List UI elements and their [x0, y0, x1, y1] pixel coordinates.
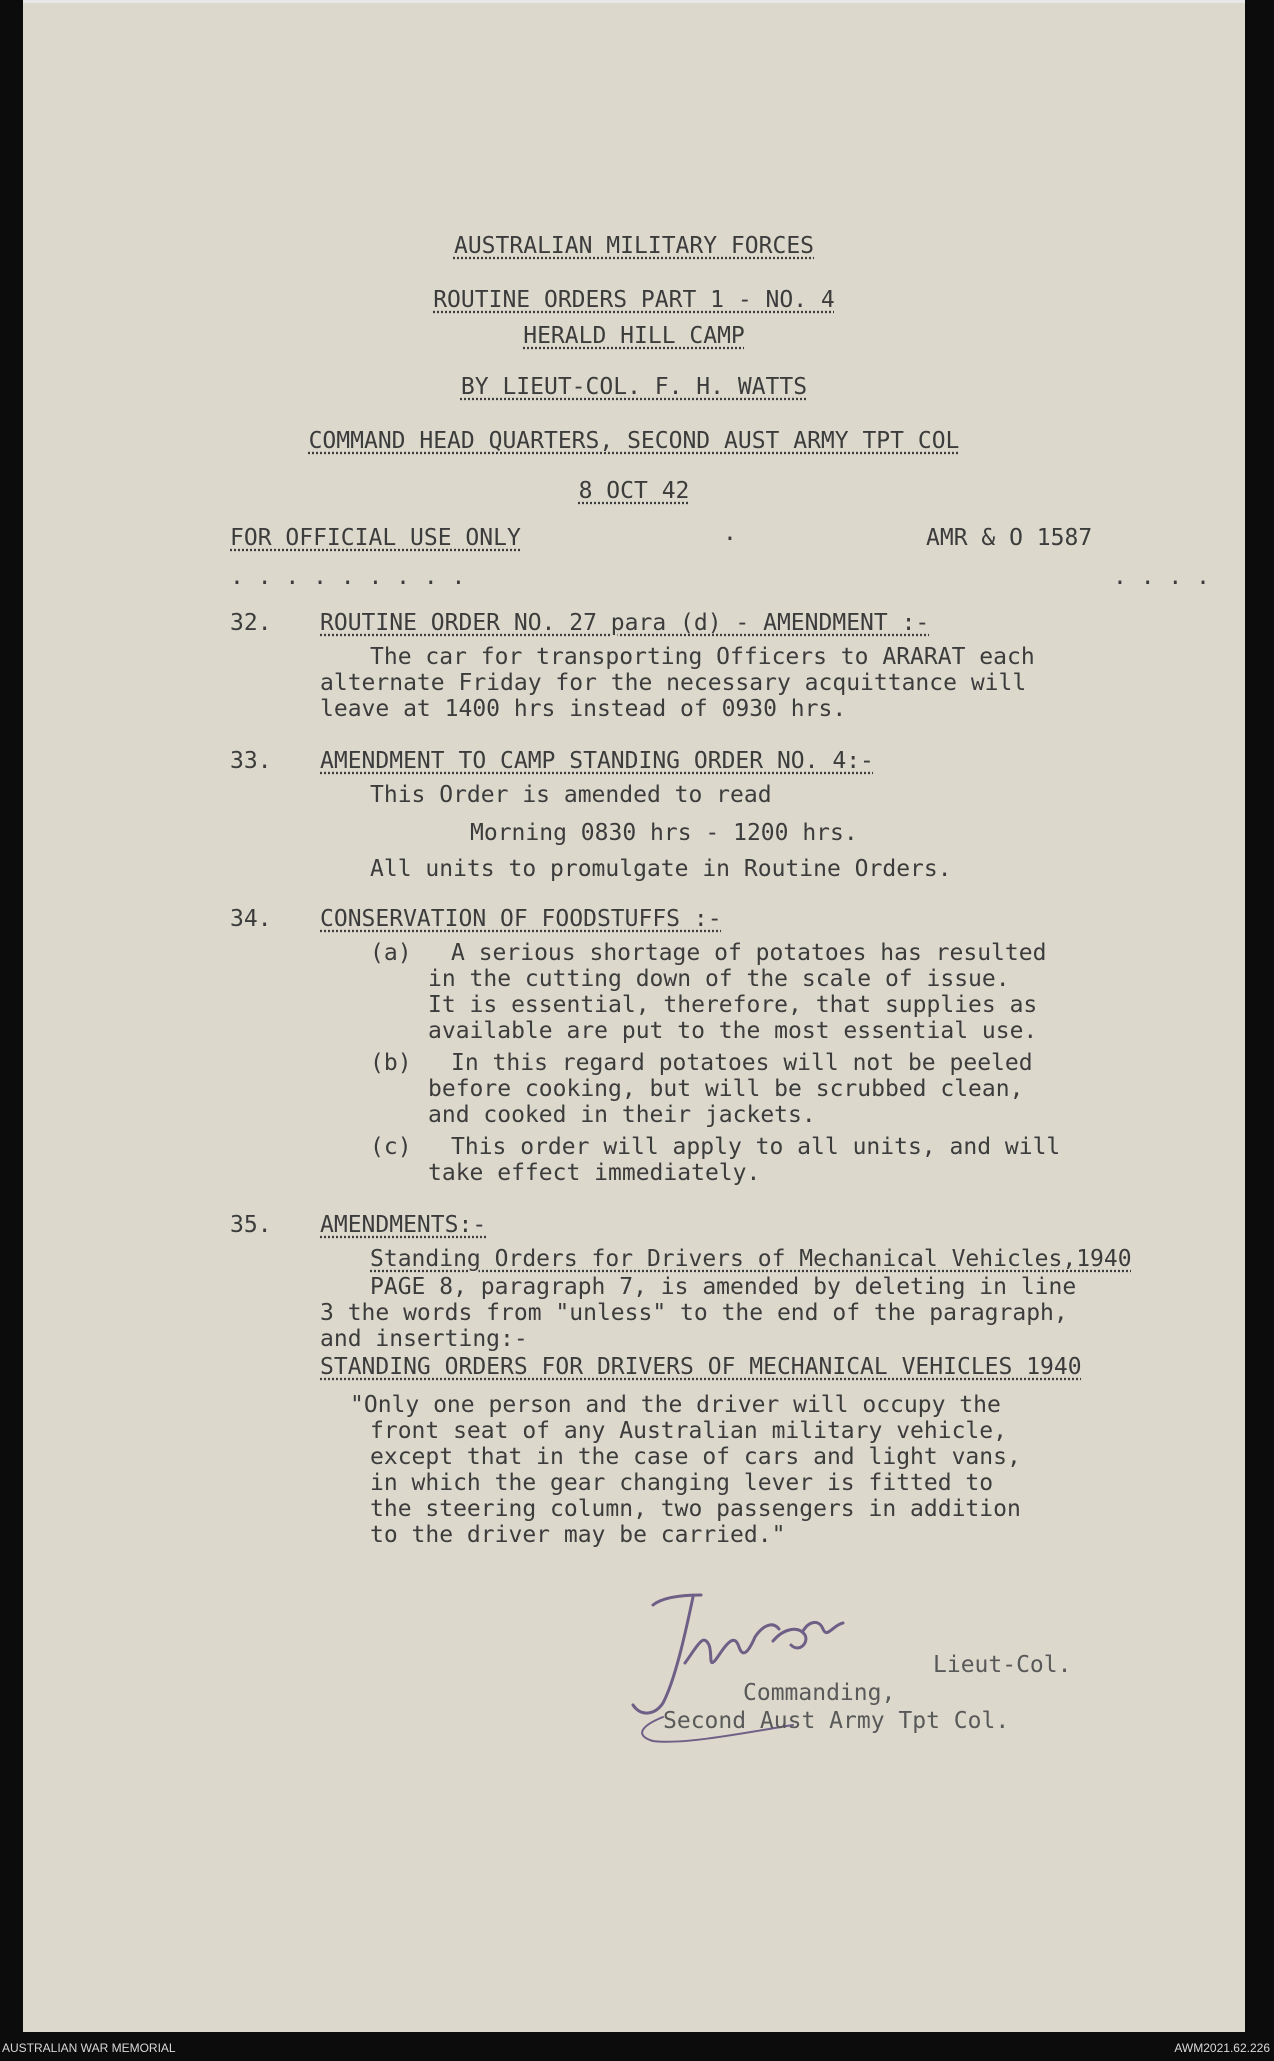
- top-edge: [23, 0, 1245, 3]
- item-32-line: leave at 1400 hrs instead of 0930 hrs.: [320, 696, 847, 722]
- item-35-heading: AMENDMENTS:-: [320, 1212, 487, 1238]
- item-34-heading: CONSERVATION OF FOODSTUFFS :-: [320, 906, 722, 932]
- item-35-line: Standing Orders for Drivers of Mechanical Vehicles,1940: [370, 1246, 1132, 1272]
- item-34-a-line: available are put to the most essential use.: [428, 1018, 1038, 1044]
- header-org: AUSTRALIAN MILITARY FORCES: [453, 233, 815, 259]
- item-32-heading: ROUTINE ORDER NO. 27 para (d) - AMENDMENT :-: [320, 610, 930, 636]
- item-33-line: This Order is amended to read: [370, 782, 772, 808]
- item-34-c-label: (c): [370, 1134, 412, 1160]
- header-date: 8 OCT 42: [578, 478, 690, 504]
- item-35-line: STANDING ORDERS FOR DRIVERS OF MECHANICAL VEHICLES 1940: [320, 1354, 1082, 1380]
- item-33-number: 33.: [230, 748, 272, 774]
- item-35-quote-line: to the driver may be carried.": [370, 1522, 786, 1548]
- item-32-number: 32.: [230, 610, 272, 636]
- document-page: [23, 0, 1245, 2032]
- item-34-b-line: before cooking, but will be scrubbed clean,: [428, 1076, 1024, 1102]
- header-camp: HERALD HILL CAMP: [523, 323, 745, 349]
- item-34-a-label: (a): [370, 940, 412, 966]
- item-35-number: 35.: [230, 1212, 272, 1238]
- signature-title: Commanding,: [743, 1680, 896, 1706]
- header-orders: ROUTINE ORDERS PART 1 - NO. 4: [433, 287, 835, 313]
- classification: FOR OFFICIAL USE ONLY: [230, 525, 521, 551]
- header-hq: COMMAND HEAD QUARTERS, SECOND AUST ARMY TPT COL: [308, 428, 960, 454]
- item-33-line: All units to promulgate in Routine Orders.: [370, 856, 952, 882]
- footer-source: AUSTRALIAN WAR MEMORIAL: [2, 2041, 176, 2055]
- item-35-quote-line: "Only one person and the driver will occupy the: [350, 1392, 1001, 1418]
- item-33-line: Morning 0830 hrs - 1200 hrs.: [470, 820, 858, 846]
- item-35-line: PAGE 8, paragraph 7, is amended by deleting in line: [370, 1274, 1077, 1300]
- item-34-a-line: A serious shortage of potatoes has resulted: [451, 940, 1047, 966]
- item-32-line: The car for transporting Officers to ARARAT each: [370, 644, 1035, 670]
- item-35-quote-line: except that in the case of cars and light vans,: [370, 1444, 1021, 1470]
- item-34-c-line: take effect immediately.: [428, 1160, 761, 1186]
- item-34-b-line: and cooked in their jackets.: [428, 1102, 816, 1128]
- item-35-line: 3 the words from "unless" to the end of the paragraph,: [320, 1300, 1068, 1326]
- item-34-a-line: in the cutting down of the scale of issue.: [428, 966, 1010, 992]
- item-34-b-label: (b): [370, 1050, 412, 1076]
- footer-accession-number: AWM2021.62.226: [1174, 2041, 1270, 2055]
- item-34-number: 34.: [230, 906, 272, 932]
- item-35-line: and inserting:-: [320, 1326, 528, 1352]
- item-34-b-line: In this regard potatoes will not be peeled: [451, 1050, 1033, 1076]
- item-35-quote-line: in which the gear changing lever is fitted to: [370, 1470, 994, 1496]
- item-34-a-line: It is essential, therefore, that supplies as: [428, 992, 1038, 1018]
- signature-unit: Second Aust Army Tpt Col.: [663, 1708, 1010, 1734]
- item-35-quote-line: front seat of any Australian military vehicle,: [370, 1418, 1007, 1444]
- item-33-heading: AMENDMENT TO CAMP STANDING ORDER NO. 4:-: [320, 748, 874, 774]
- item-32-line: alternate Friday for the necessary acquittance will: [320, 670, 1027, 696]
- separator-dots-right: . . . .: [1113, 564, 1210, 590]
- item-34-c-line: This order will apply to all units, and will: [451, 1134, 1061, 1160]
- separator-dots-left: . . . . . . . . .: [230, 564, 466, 590]
- separator-dots-mid: .: [723, 520, 737, 546]
- reference-number: AMR & O 1587: [926, 525, 1093, 551]
- header-by: BY LIEUT-COL. F. H. WATTS: [460, 374, 808, 400]
- signature-rank: Lieut-Col.: [933, 1652, 1072, 1678]
- item-35-quote-line: the steering column, two passengers in addition: [370, 1496, 1021, 1522]
